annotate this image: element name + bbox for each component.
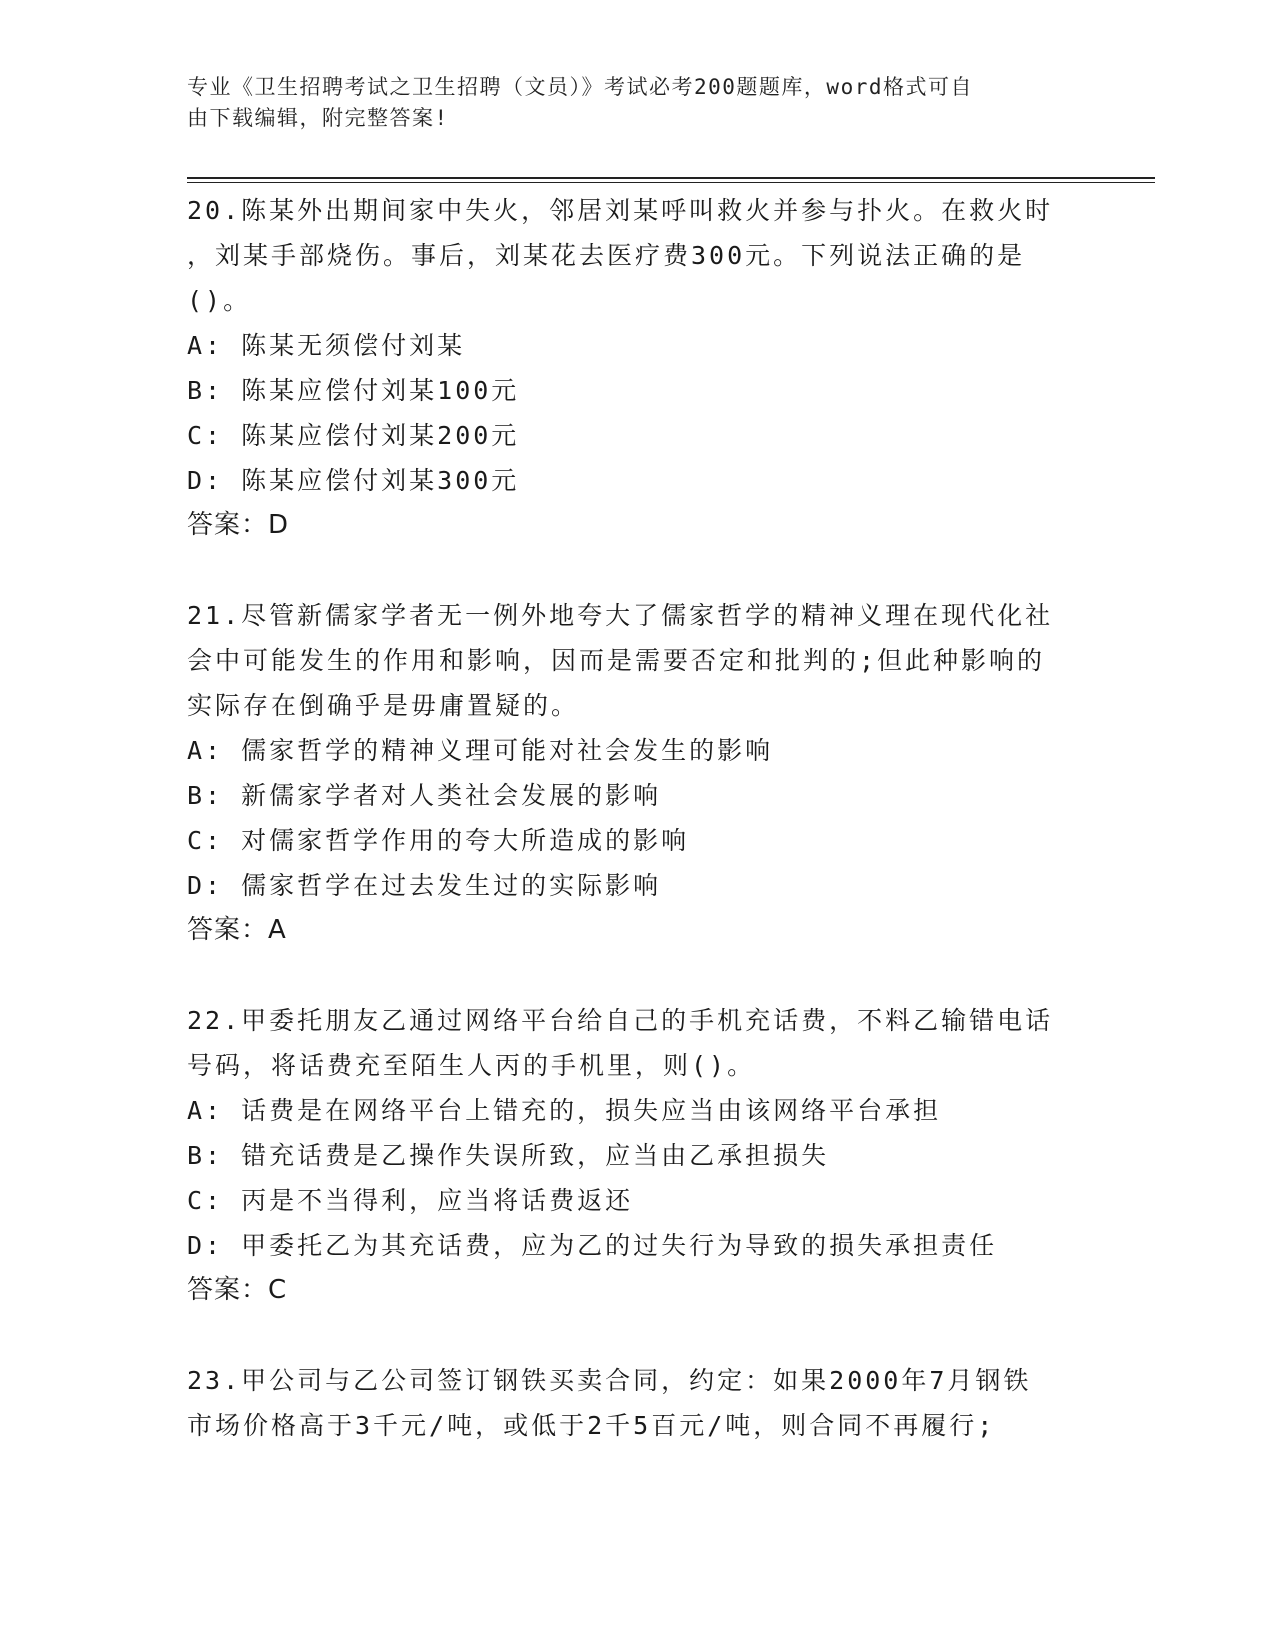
question-stem-line: 实际存在倒确乎是毋庸置疑的。 (187, 691, 580, 720)
header-line-1: 专业《卫生招聘考试之卫生招聘（文员）》考试必考200题题库，word格式可自 (187, 75, 973, 99)
option-b: B: 陈某应偿付刘某100元 (187, 376, 520, 405)
header-divider-thin (187, 182, 1155, 183)
option-d: D: 儒家哲学在过去发生过的实际影响 (187, 871, 662, 900)
question-stem-line: 21.尽管新儒家学者无一例外地夸大了儒家哲学的精神义理在现代化社 (187, 601, 1054, 630)
option-c: C: 陈某应偿付刘某200元 (187, 421, 520, 450)
question-stem-line: 22.甲委托朋友乙通过网络平台给自己的手机充话费，不料乙输错电话 (187, 1006, 1054, 1035)
question-20 (187, 188, 1087, 548)
question-stem-line: 会中可能发生的作用和影响，因而是需要否定和批判的;但此种影响的 (187, 646, 1046, 675)
question-stem-line: ()。 (187, 286, 252, 315)
option-d: D: 甲委托乙为其充话费，应为乙的过失行为导致的损失承担责任 (187, 1231, 998, 1260)
answer-label: 答案：C (187, 1275, 288, 1305)
option-c: C: 丙是不当得利，应当将话费返还 (187, 1186, 634, 1215)
question-stem-line: 23.甲公司与乙公司签订钢铁买卖合同，约定：如果2000年7月钢铁 (187, 1366, 1032, 1395)
option-b: B: 新儒家学者对人类社会发展的影响 (187, 781, 662, 810)
option-c: C: 对儒家哲学作用的夸大所造成的影响 (187, 826, 690, 855)
option-a: A: 儒家哲学的精神义理可能对社会发生的影响 (187, 736, 774, 765)
option-a: A: 陈某无须偿付刘某 (187, 331, 466, 360)
question-stem-line: 市场价格高于3千元/吨，或低于2千5百元/吨，则合同不再履行; (187, 1411, 996, 1440)
option-d: D: 陈某应偿付刘某300元 (187, 466, 520, 495)
question-23 (187, 1358, 1087, 1448)
question-stem-line: ，刘某手部烧伤。事后，刘某花去医疗费300元。下列说法正确的是 (187, 241, 1026, 270)
header-line-2: 由下载编辑，附完整答案! (187, 106, 449, 130)
question-stem-line: 号码，将话费充至陌生人丙的手机里，则()。 (187, 1051, 756, 1080)
question-22 (187, 998, 1087, 1313)
document-header (187, 72, 1067, 134)
answer-label: 答案：D (187, 510, 290, 540)
header-divider-thick (187, 177, 1155, 179)
question-21 (187, 593, 1087, 953)
question-stem-line: 20.陈某外出期间家中失火，邻居刘某呼叫救火并参与扑火。在救火时 (187, 196, 1054, 225)
answer-label: 答案：A (187, 915, 287, 945)
option-a: A: 话费是在网络平台上错充的，损失应当由该网络平台承担 (187, 1096, 942, 1125)
question-list (187, 188, 1087, 1493)
option-b: B: 错充话费是乙操作失误所致，应当由乙承担损失 (187, 1141, 830, 1170)
